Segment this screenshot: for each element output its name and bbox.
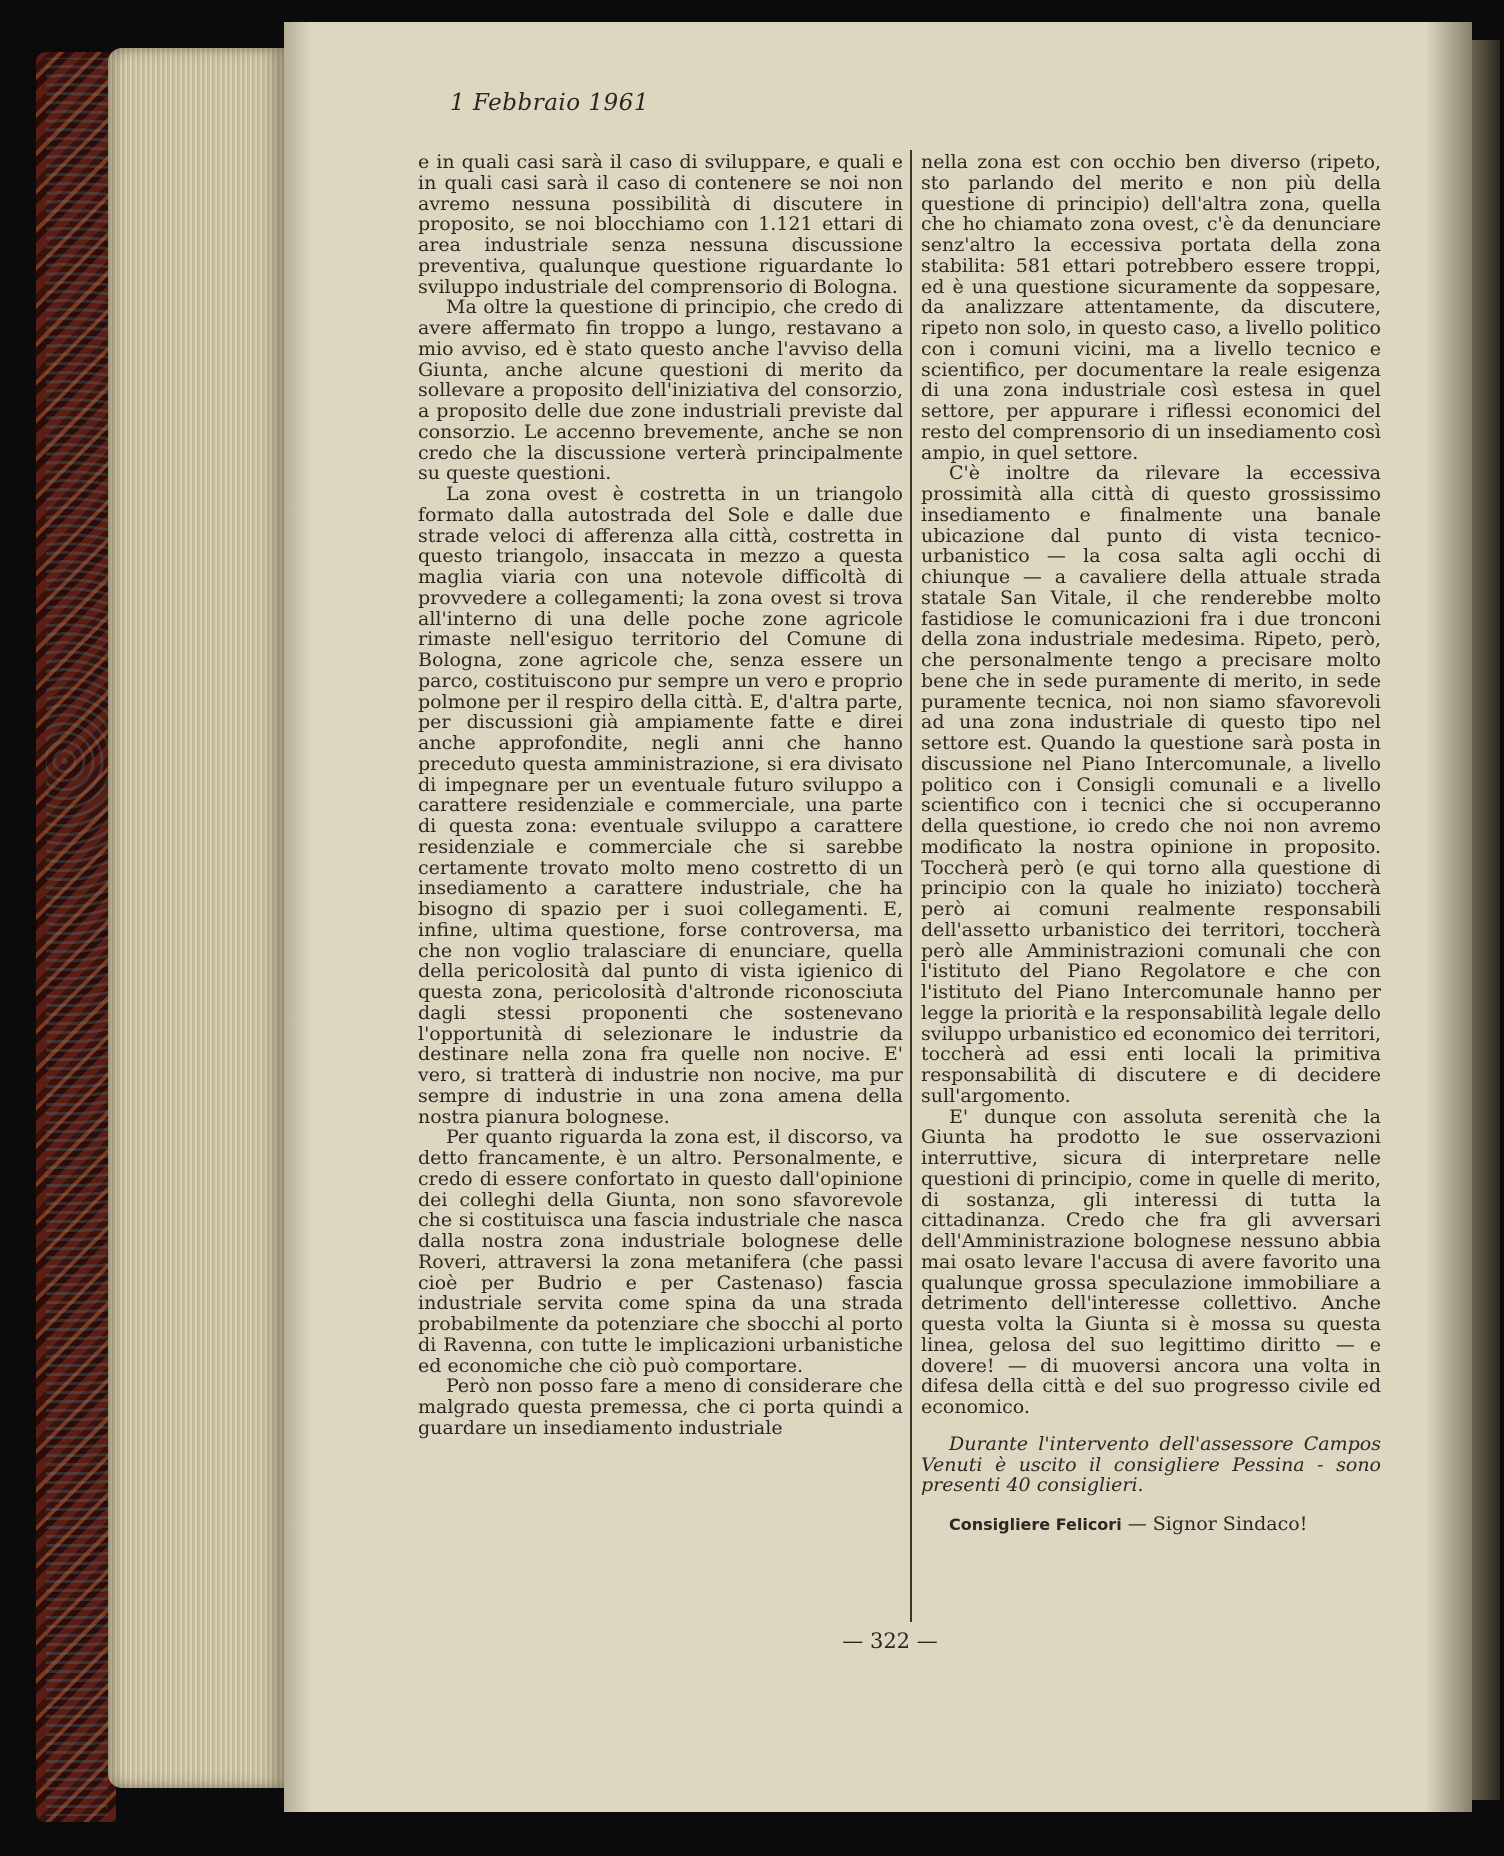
column-divider — [910, 150, 912, 1622]
date-header: 1 Febbraio 1961 — [450, 90, 649, 116]
paragraph: Ma oltre la questione di principio, che credo di avere affermato fin troppo a lungo, restavano a mio avviso, ed è stato questo anche l'avviso della Giunta, anche alcune questioni di merito da sollevare a proposito dell'iniziativa del consorzio, a proposito delle due zone industriali previste dal consorzio. Le accenno brevemente, anche se non credo che la discussione verterà principalmente su queste questioni. — [418, 296, 903, 485]
paragraph: Per quanto riguarda la zona est, il discorso, va detto francamente, è un altro. Personalmente, e credo di essere confortato in questo dall'opinione dei colleghi della Giunta, non sono sfavorevole che si costituisca una fascia industriale che nasca dalla nostra zona industriale bolognese delle Roveri, attraversi la zona metanifera (che passi cioè per Budrio e per Castenaso) fascia industriale servita come spina da una strada probabilmente da potenziare che sbocchi al porto di Ravenna, con tutte le implicazioni urbanistiche ed economiche che ciò può comportare. — [418, 1126, 903, 1377]
page-number: — 322 — — [842, 1629, 938, 1653]
speaker-line — [921, 1514, 1381, 1536]
paragraph: La zona ovest è costretta in un triangolo formato dalla autostrada del Sole e dalle due strade veloci di afferenza alla città, costretta in questo triangolo, insaccata in mezzo a questa maglia viaria con una notevole difficoltà di provvedere a collegamenti; la zona ovest si trova all'interno di una delle poche zone agricole rimaste nell'esiguo territorio del Comune di Bologna, zone agricole che, senza essere un parco, costituiscono pur sempre un vero e proprio polmone per il respiro della città. E, d'altra parte, per discussioni già ampiamente fatte e direi anche approfondite, negli anni che hanno preceduto questa amministrazione, si era divisato di impegnare per un eventuale futuro sviluppo a carattere residenziale e commerciale, una parte di questa zona: eventuale sviluppo a carattere residenziale e commerciale che si sarebbe certamente trovato molto meno costretto di un insediamento a carattere industriale, che ha bisogno di spazio per i suoi collegamenti. E, infine, ultima questione, forse controversa, ma che non voglio tralasciare di enunciare, quella della pericolosità dal punto di vista igienico di questa zona, pericolosità d'altronde riconosciuta dagli stessi proponenti che sostenevano l'opportunità di selezionare le industrie da destinare nella zona fra quelle non nocive. E' vero, si tratterà di industrie non nocive, ma pur sempre di industrie in una zona amena della nostra pianura bolognese. — [418, 483, 903, 1128]
page-block-edge — [108, 48, 284, 1788]
paragraph: nella zona est con occhio ben diverso (ripeto, sto parlando del merito e non più della questione di principio) dell'altra zona, quella che ho chiamato zona ovest, c'è da denunciare senz'altro la eccessiva portata della zona stabilita: 581 ettari potrebbero essere troppi, ed è una questione sicuramente da soppesare, da analizzare attentamente, da discutere, ripeto non solo, in questo caso, a livello politico con i comuni vicini, ma a livello tecnico e scientifico, per documentare la reale esigenza di una zona industriale così estesa in quel settore, per appurare i riflessi economici del resto del comprensorio di un insediamento così ampio, in quel settore. — [921, 151, 1381, 464]
paragraph: e in quali casi sarà il caso di sviluppare, e quali e in quali casi sarà il caso di contenere se noi non avremo nessuna possibilità di discutere in proposito, se noi blocchiamo con 1.121 ettari di area industriale senza nessuna discussione preventiva, qualunque questione riguardante lo sviluppo industriale del comprensorio di Bologna. — [418, 151, 903, 298]
session-note: Durante l'intervento dell'assessore Campos Venuti è uscito il consigliere Pessina - sono presenti 40 consiglieri. — [921, 1432, 1381, 1497]
facing-page-edge — [1472, 40, 1500, 1800]
paragraph: C'è inoltre da rilevare la eccessiva prossimità alla città di questo grossissimo insediamento e finalmente una banale ubicazione dal punto di vista tecnico-urbanistico — la cosa salta agli occhi di chiunque — a cavaliere della attuale strada statale San Vitale, il che renderebbe molto fastidiose le comunicazioni fra i due tronconi della zona industriale medesima. Ripeto, però, che personalmente tengo a precisare molto bene che in sede puramente di merito, in sede puramente tecnica, noi non siamo sfavorevoli ad una zona industriale di questo tipo nel settore est. Quando la questione sarà posta in discussione nel Piano Intercomunale, a livello politico con i Consigli comunali e a livello scientifico con i tecnici che si occuperanno della questione, io credo che noi non avremo modificato la nostra opinione in proposito. Toccherà però (e qui torno alla questione di principio con la quale ho iniziato) toccherà però ai comuni realmente responsabili dell'assetto urbanistico dei territori, toccherà però alle Amministrazioni comunali che con l'istituto del Piano Regolatore e che con l'istituto del Piano Intercomunale hanno per legge la priorità e la responsabilità legale dello sviluppo urbanistico ed economico dei territori, toccherà ad essi enti locali la primitiva responsabilità di discutere e di decidere sull'argomento. — [921, 462, 1381, 1107]
paragraph: E' dunque con assoluta serenità che la Giunta ha prodotto le sue osservazioni interruttive, sicura di interpretare nelle questioni di principio, come in quelle di merito, di sostanza, gli interessi di tutta la cittadinanza. Credo che fra gli avversari dell'Amministrazione bolognese nessuno abbia mai osato levare l'accusa di avere favorito una qualunque grossa speculazione immobiliare a detrimento dell'interesse collettivo. Anche questa volta la Giunta si è mossa su questa linea, gelosa del suo legittimo diritto — e dovere! — di muoversi ancora una volta in difesa della città e del suo progresso civile ed economico. — [921, 1105, 1381, 1418]
speaker-speech: — Signor Sindaco! — [1127, 1513, 1308, 1535]
left-column — [418, 152, 903, 1439]
marbled-cover — [36, 52, 116, 1822]
paragraph: Però non posso fare a meno di considerare che malgrado questa premessa, che ci porta quindi a guardare un insediamento industriale — [418, 1375, 903, 1439]
right-column — [921, 152, 1381, 1536]
speaker-name: Consigliere Felicori — [949, 1515, 1122, 1534]
